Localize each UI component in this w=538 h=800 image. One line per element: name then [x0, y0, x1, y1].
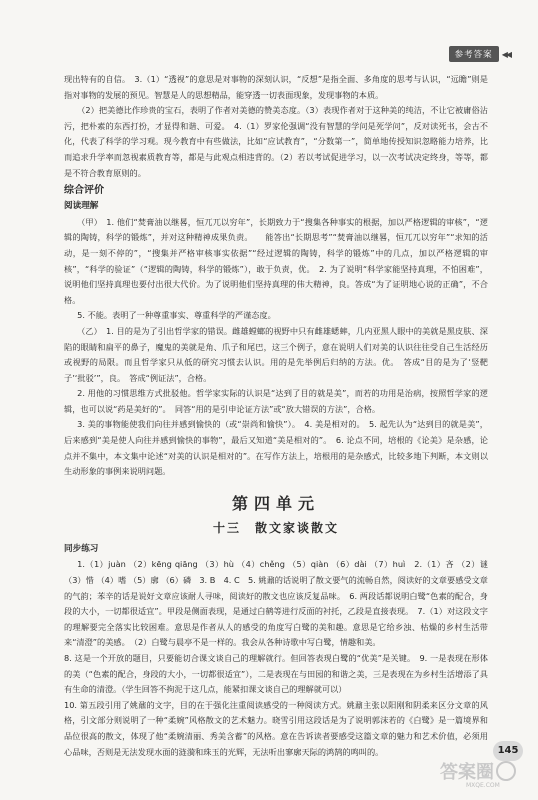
unit-title: 第四单元	[231, 493, 320, 513]
section-heading-eval: 综合评价	[64, 185, 104, 197]
lesson-title: 十三 散文家谈散文	[212, 520, 339, 535]
page-content	[64, 72, 488, 760]
paragraph: 8. 这是一个开放的题目，只要能切合课文谈自己的理解就行。但回答表现白鹭的“优美”是关键。 9. 一是表现在形体的美（“色素的配合，身段的大小，一切都很适宜”），二是表现在与田园的和谐之美，三是表现在为乡村生活增添了具有生命的清澄。（学生回答不拘泥于这几点，能紧扣课文谈自己的理解就可以）	[64, 653, 488, 695]
paragraph: 现出特有的自信。 3.（1）“透视”的意思是对事物的深刻认识，“反想”是指全面、多角度的思考与认识，“远瞻”则是指对事物的发展的预见。智慧是人的思想精品，能穿透一切表面现象，发现事物的本质。	[64, 74, 488, 100]
paragraph: 2. 用他的习惯思维方式批驳他。哲学家实际的认识是“达到了目的就是美”，而若的功用是治病，按照哲学家的逻辑，也可以说“药是美好的”。 同答“用的是引申论证方法”或“放大错误的方法”，合格。	[64, 388, 488, 414]
paragraph: 1.（1）juàn （2）kēng qiāng （3）hù （4）chěng （5）qiàn （6）dài （7）huì 2.（1）吝 （2）谜 （3）惜 （4）嗜 （5）廓 （6）磷 3. B 4. C 5. 姚鼐的话说明了散文要气的流畅自然，阅读好的文章要感受文章的气韵；苯辛的话是说好文章应该耐人寻味，阅读好的散文也应该反复品味。 6. 两段话都说明白鹭“色素的配合，身段的大小，一切都很适宜”。甲段是侧面表现，是通过白鹤等进行反面的衬托，乙段是直接表现。 7.（1）对这段文字的理解要完全落实比较困难。意思是作者从人的感受的角度写白鹭的美和趣。意思是它给乡浊、枯燥的乡村生活带来“清澄”的美感。 （2）白鹭与晨亭不是一样的。我会从各种诗歌中写白鹭，情趣和美。	[64, 559, 488, 648]
page-number: 145	[493, 741, 523, 761]
watermark-circle-icon	[496, 761, 516, 781]
paragraph: （甲） 1. 他们“焚膏油以继晷，恒兀兀以穷年”，长期致力于“搜集各种事实的根据，加以严格逻辑的审核”，“逻辑的陶铸，科学的锻炼”，并对这种精神成果负责。 能答出“长期思考”“焚膏油以继晷，恒兀兀以穷年”“求知的活动，是一刻不停的”，“搜集并严格审核事实依据”“经过逻辑的陶铸，科学的锻炼”中的几点，加以严格逻辑的审核”，“科学的验证”（“逻辑的陶铸，科学的锻炼”），敢于负责，优。 2. 为了说明“科学家能坚持真理，不怕困难”，说明他们坚持真理也要付出很大代价。为了说明他们坚持真理的伟大精神，良。答成“为了证明地心说的正确”，不合格。	[64, 216, 488, 305]
answer-key-label: 参考答案	[449, 46, 499, 62]
section-heading-reading: 阅读理解	[64, 201, 99, 212]
paragraph: 3. 美的事物能使我们向往并感到愉快的（或“崇尚和愉快”）。 4. 美是相对的。 5. 起先认为“达到目的就是美”，后来感到“美是使人向往并感到愉快的事物”，最后又知道“美是相对的”。 6. 论点不同，培根的《论美》是杂感，论点并不集中，本文集中论述“对美的认识是相对的”。在写作方法上，培根用的是杂感式，比较多地下判断，本文则以生动形象的事例来说明问题。	[64, 419, 488, 477]
paragraph: 5. 不能。表明了一种尊重事实、尊重科学的严谨态度。	[77, 310, 276, 321]
watermark-url: MXQE.COM	[466, 782, 500, 789]
watermark-logo	[440, 758, 516, 784]
paragraph: （乙） 1. 目的是为了引出哲学家的错误。雌雄螳螂的视野中只有雌雄蟋蟀，几内亚黑人眼中的美就是黑皮肤、深陷的眼睛和扁平的鼻子，魔鬼的美就是角、爪子和尾巴，这三个例子，意在说明人们对美的认识往往受自己生活经历或视野的局限。而且哲学家只从低的研究习惯去认识。用的是先举例后归纳的方法。优。 答成“目的是为了‘竖靶子’‘批驳’”，良。 答成“例证法”，合格。	[64, 325, 488, 383]
double-arrow-icon: ◀◀	[501, 49, 510, 59]
watermark-text: 答案圈	[440, 762, 494, 783]
paragraph: （2）把美德比作珍贵的宝石，表明了作者对美德的赞美态度。（3）表现作者对于这种美的纯洁，不让它被庸俗沾污，把朴素的东西打扮，才显得和谐、可爱。 4.（1）罗家伦强调“没有智慧的学问是死学问”，反对读死书，会古不化，代表了科学的学习观。现今教育中有些做法，比如“应试教育”，“分数第一”，简单地传授知识忽略能力培养，比而追求升学率而忽视素质教育等，都是与此观点相违背的。（2）若以考试促进学习，以一次考试决定终身，等等，都是不符合教育原则的。	[64, 105, 488, 178]
header-tag	[449, 46, 510, 62]
paragraph: 10. 第五段引用了姚鼐的文字，目的在于强化注重阅读感受的一种阅读方式。姚鼐主张以阳刚和阴柔来区分文章的风格，引文部分则说明了一种“柔婉”风格散文的艺术魅力。晓雪引用这段话是为了说明郭沫若的《白鹭》是一篇境界和品位很高的散文，体现了他“柔婉清丽、秀美含蓄”的风格。意在告诉读者要感受这篇文章的魅力和艺术价值，必须用心品味，否则是无法发现水面的涟漪和珠玉的光辉，无法听出寥廓天际的鸿鹄的鸣叫的。	[64, 699, 488, 757]
section-heading-sync: 同步练习	[64, 543, 99, 554]
